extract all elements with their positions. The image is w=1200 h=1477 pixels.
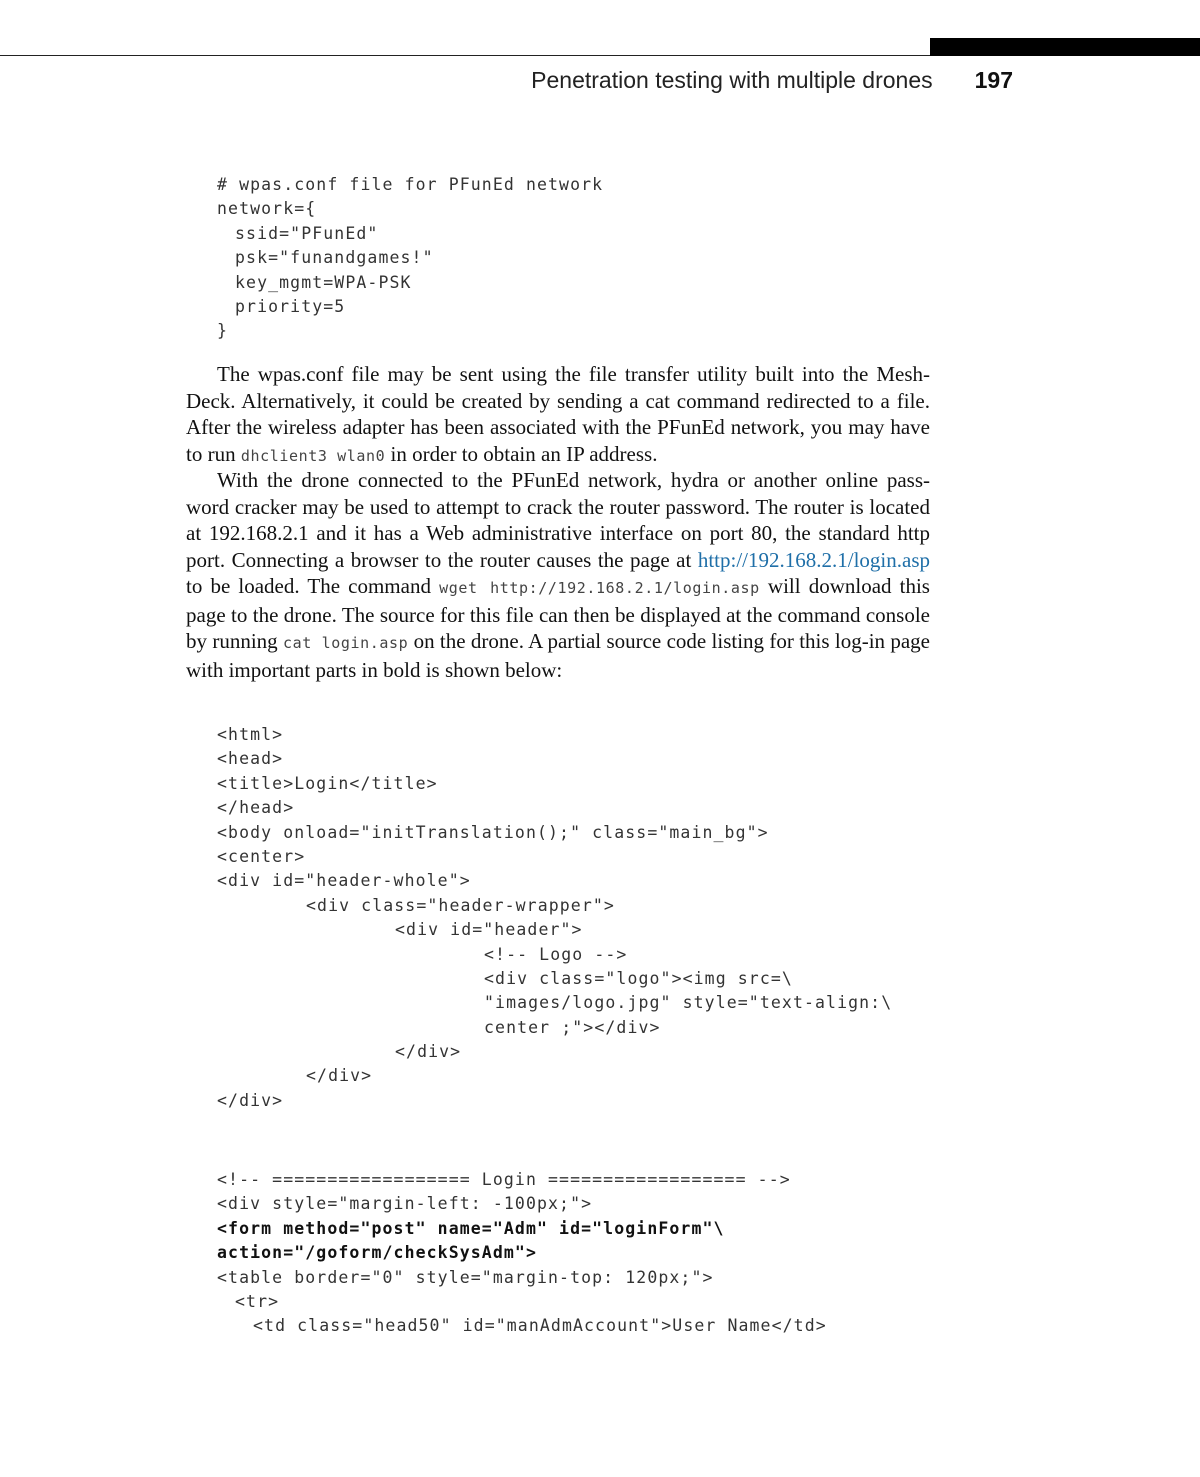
paragraph-text: The wpas.conf file may be sent using the file transfer utility built into the Mesh-Deck. Alternatively, it could be created by sending a cat command redirected to a file. After the wireless adapter has been associated with the PFunEd network, you may have to run <box>186 362 930 466</box>
code-line: <div style="margin-left: -100px;"> <box>217 1194 593 1214</box>
code-block-login-html <box>217 723 892 1113</box>
code-line: </div> <box>217 1090 284 1110</box>
code-block-login-form <box>217 1168 827 1339</box>
code-line: <div id="header-whole"> <box>217 871 471 891</box>
code-line: <body onload="initTranslation();" class="main_bg"> <box>217 822 769 842</box>
code-line: </head> <box>217 798 295 818</box>
paragraph-wpas-transfer <box>186 361 930 469</box>
code-line: <div id="header"> <box>395 920 583 940</box>
code-line: ssid="PFunEd" <box>235 223 379 243</box>
paragraph-hydra <box>186 467 930 683</box>
inline-code-wget: wget http://192.168.2.1/login.asp <box>439 579 760 597</box>
running-head-title: Penetration testing with multiple drones <box>531 66 933 93</box>
code-line-bold: action="/goform/checkSysAdm"> <box>217 1243 537 1263</box>
code-line: <head> <box>217 749 284 769</box>
paragraph <box>186 361 930 469</box>
code-line: </div> <box>395 1042 462 1062</box>
paragraph <box>186 467 930 683</box>
chapter-tab <box>930 38 1200 56</box>
code-line-bold: <form method="post" name="Adm" id="loginForm"\ <box>217 1218 725 1238</box>
login-url-link[interactable]: http://192.168.2.1/login.asp <box>697 547 930 572</box>
code-line: psk="funandgames!" <box>235 248 434 268</box>
code-line: <td class="head50" id="manAdmAccount">User Name</td> <box>253 1316 827 1336</box>
code-line: center ;"></div> <box>484 1017 661 1037</box>
code-line: # wpas.conf file for PFunEd network <box>217 175 604 194</box>
paragraph-text: on the drone. A partial source code listing for this log-in page with important parts in bold is shown below: <box>186 629 930 682</box>
code-line: priority=5 <box>235 296 346 316</box>
code-line: <table border="0" style="margin-top: 120px;"> <box>217 1267 714 1287</box>
code-line: </div> <box>306 1066 373 1086</box>
code-line: <html> <box>217 725 284 744</box>
code-line: "images/logo.jpg" style="text-align:\ <box>484 993 893 1013</box>
code-line: <div class="logo"><img src=\ <box>484 968 793 988</box>
code-line: network={ <box>217 199 317 219</box>
code-line: <tr> <box>235 1291 280 1311</box>
inline-code-cat: cat login.asp <box>282 634 409 652</box>
code-line: <!-- ================== Login ================== --> <box>217 1170 791 1189</box>
code-line: <div class="header-wrapper"> <box>306 895 615 915</box>
paragraph-text: With the drone connected to the PFunEd network, hydra or another online pass-word cracker may be used to attempt to crack the router password. The router is located at 192.168.2.1 and it has a Web administrative interface on port 80, the standard http port. Connecting a browser to the router causes the page at <box>186 468 930 572</box>
code-block-wpas-conf <box>217 173 603 344</box>
code-line: } <box>217 321 229 341</box>
page-number: 197 <box>974 66 1013 93</box>
inline-code-dhclient: dhclient3 wlan0 <box>240 446 386 465</box>
code-line: key_mgmt=WPA-PSK <box>235 272 412 292</box>
code-line: <center> <box>217 846 306 866</box>
running-head <box>0 62 1013 98</box>
paragraph-text: in order to obtain an IP address. <box>385 441 658 466</box>
code-line: <title>Login</title> <box>217 773 438 793</box>
paragraph-text: will download this page to the drone. The source for this file can then be displayed at the command console by running <box>186 574 930 653</box>
code-line: <!-- Logo --> <box>484 944 628 964</box>
paragraph-text: to be loaded. The command <box>186 574 440 598</box>
